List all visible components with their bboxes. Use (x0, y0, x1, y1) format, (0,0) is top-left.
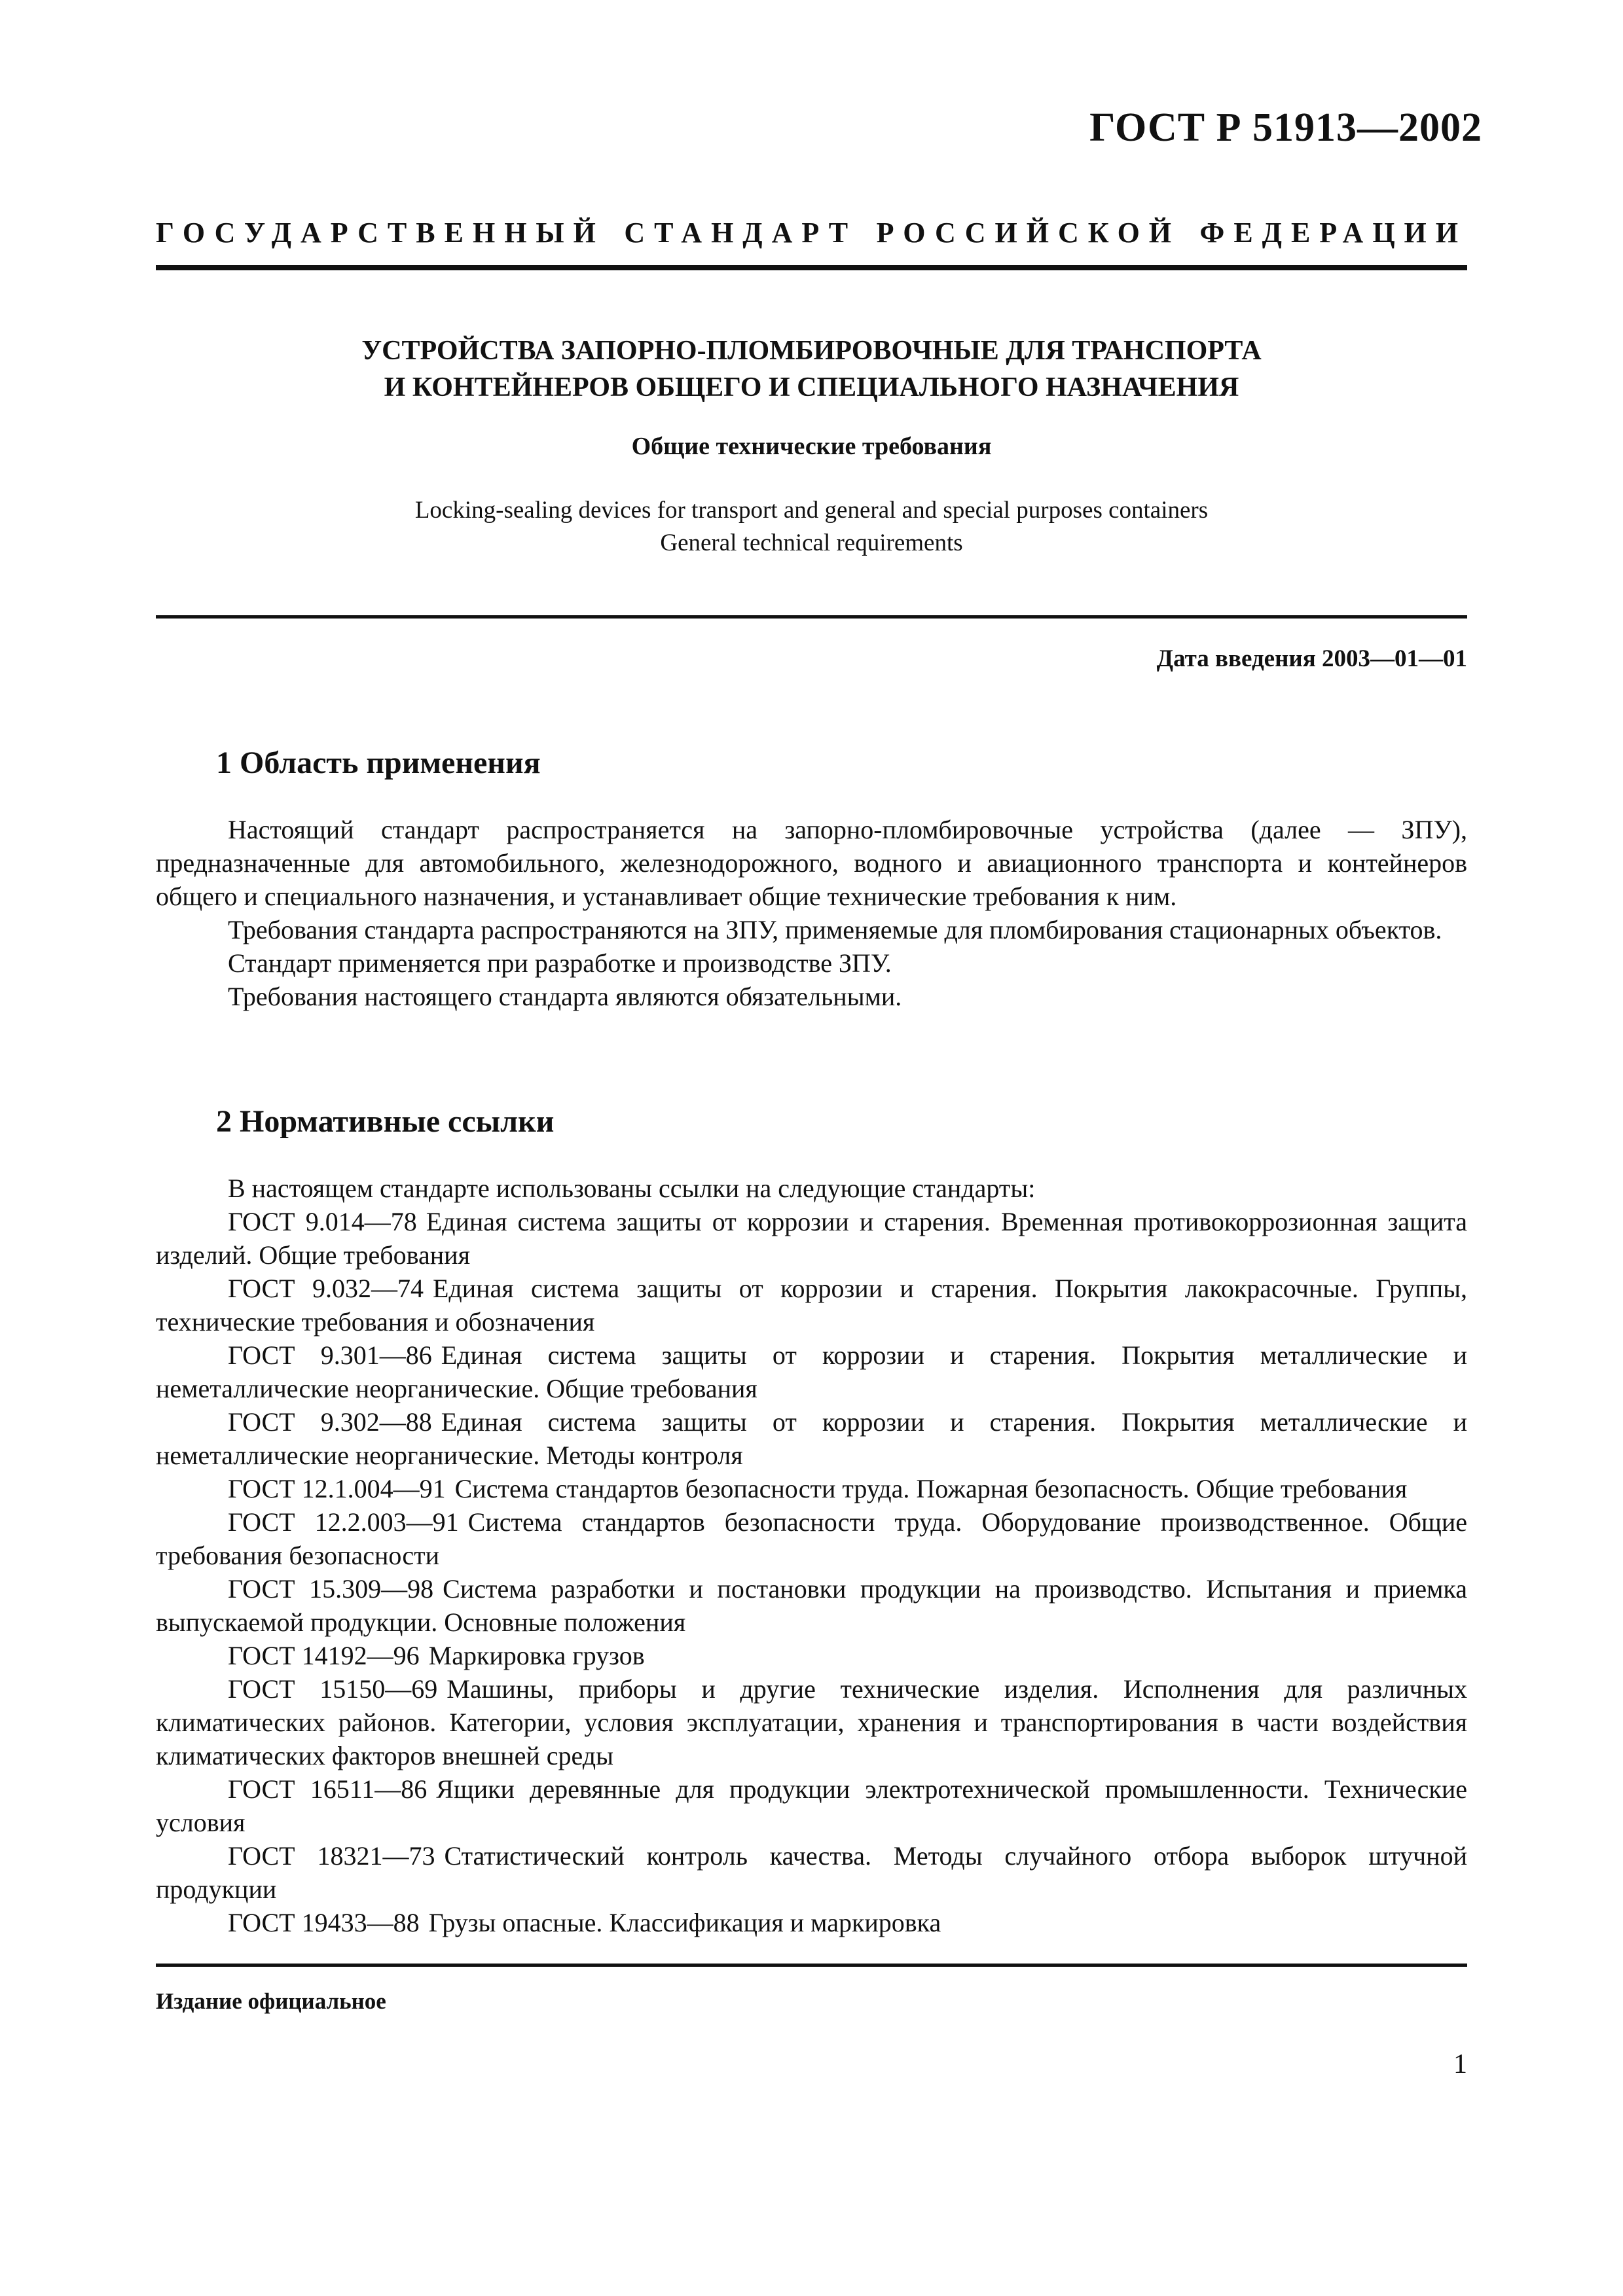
reference-item (156, 1839, 1467, 1906)
reference-code: ГОСТ 9.014—78 (228, 1207, 417, 1236)
reference-text: Статистический контроль качества. Методы случайного отбора выборок штучной продукции (156, 1841, 1467, 1904)
title-line-2: И КОНТЕЙНЕРОВ ОБЩЕГО И СПЕЦИАЛЬНОГО НАЗНАЧЕНИЯ (384, 372, 1239, 403)
reference-text: Единая система защиты от коррозии и старения. Временная противокоррозионная защита изделий. Общие требования (156, 1207, 1467, 1270)
english-title-line-2: General technical requirements (660, 529, 963, 556)
reference-item (156, 1505, 1467, 1572)
reference-item (156, 1472, 1467, 1505)
title-line-1: УСТРОЙСТВА ЗАПОРНО-ПЛОМБИРОВОЧНЫЕ ДЛЯ ТРАНСПОРТА (361, 336, 1262, 366)
reference-text: Система стандартов безопасности труда. Оборудование производственное. Общие требования безопасности (156, 1507, 1467, 1570)
section-2-title: 2 Нормативные ссылки (216, 1104, 555, 1139)
reference-code: ГОСТ 18321—73 (228, 1841, 435, 1871)
reference-item (156, 1772, 1467, 1839)
english-title (156, 494, 1467, 560)
reference-item (156, 1338, 1467, 1405)
reference-text: Ящики деревянные для продукции электротехнической промышленности. Технические условия (156, 1774, 1467, 1837)
section-1-paragraph: Настоящий стандарт распространяется на запорно-пломбировочные устройства (далее — ЗПУ), предназначенные для автомобильного, железнодорожного, водного и авиационного транспорта и контейнеров общего и специального назначения, и устанавливает общие технические требования к ним. (156, 815, 1467, 911)
reference-code: ГОСТ 19433—88 (228, 1908, 420, 1937)
section-2-body (156, 1172, 1467, 1939)
reference-item (156, 1205, 1467, 1272)
document-title (156, 332, 1467, 406)
reference-code: ГОСТ 9.032—74 (228, 1274, 424, 1303)
reference-item (156, 1906, 1467, 1939)
title-rule (156, 615, 1467, 619)
reference-code: ГОСТ 12.1.004—91 (228, 1474, 446, 1503)
reference-text: Грузы опасные. Классификация и маркировка (428, 1908, 941, 1937)
page-number: 1 (1453, 2049, 1467, 2079)
introduction-date: Дата введения 2003—01—01 (1156, 645, 1467, 672)
reference-text: Система стандартов безопасности труда. Пожарная безопасность. Общие требования (454, 1474, 1408, 1503)
reference-code: ГОСТ 16511—86 (228, 1774, 428, 1804)
reference-code: ГОСТ 12.2.003—91 (228, 1507, 459, 1537)
reference-item (156, 1572, 1467, 1639)
official-edition-label: Издание официальное (156, 1988, 386, 2014)
reference-item (156, 1405, 1467, 1472)
header-rule (156, 265, 1467, 270)
reference-item (156, 1672, 1467, 1772)
reference-text: Единая система защиты от коррозии и старения. Покрытия лакокрасочные. Группы, технические требования и обозначения (156, 1274, 1467, 1336)
english-title-line-1: Locking-sealing devices for transport and general and special purposes containers (414, 497, 1209, 524)
reference-text: Машины, приборы и другие технические изделия. Исполнения для различных климатических районов. Категории, условия эксплуатации, хранения и транспортирования в части воздействия климатических факторов внешней среды (156, 1674, 1467, 1770)
reference-code: ГОСТ 14192—96 (228, 1641, 420, 1670)
state-standard-header: ГОСУДАРСТВЕННЫЙ СТАНДАРТ РОССИЙСКОЙ ФЕДЕРАЦИИ (156, 217, 1467, 249)
reference-code: ГОСТ 15.309—98 (228, 1574, 434, 1604)
reference-text: Система разработки и постановки продукции на производство. Испытания и приемка выпускаемой продукции. Основные положения (156, 1574, 1467, 1637)
reference-code: ГОСТ 9.301—86 (228, 1340, 432, 1370)
footer-rule (156, 1964, 1467, 1967)
document-subtitle: Общие технические требования (631, 433, 992, 460)
reference-item (156, 1272, 1467, 1338)
section-1-paragraph: Требования стандарта распространяются на ЗПУ, применяемые для пломбирования стационарных объектов. (228, 915, 1442, 944)
reference-text: Единая система защиты от коррозии и старения. Покрытия металлические и неметаллические неорганические. Общие требования (156, 1340, 1467, 1403)
section-1-title: 1 Область применения (216, 745, 541, 780)
section-1-paragraph: Требования настоящего стандарта являются обязательными. (228, 982, 902, 1011)
reference-code: ГОСТ 15150—69 (228, 1674, 438, 1704)
reference-item (156, 1639, 1467, 1672)
reference-code: ГОСТ 9.302—88 (228, 1407, 432, 1437)
reference-text: Маркировка грузов (428, 1641, 645, 1670)
section-2-intro: В настоящем стандарте использованы ссылки на следующие стандарты: (228, 1174, 1036, 1203)
document-number: ГОСТ Р 51913—2002 (1089, 105, 1482, 150)
reference-text: Единая система защиты от коррозии и старения. Покрытия металлические и неметаллические неорганические. Методы контроля (156, 1407, 1467, 1470)
section-1-body (156, 813, 1467, 1013)
section-1-paragraph: Стандарт применяется при разработке и производстве ЗПУ. (228, 948, 892, 978)
